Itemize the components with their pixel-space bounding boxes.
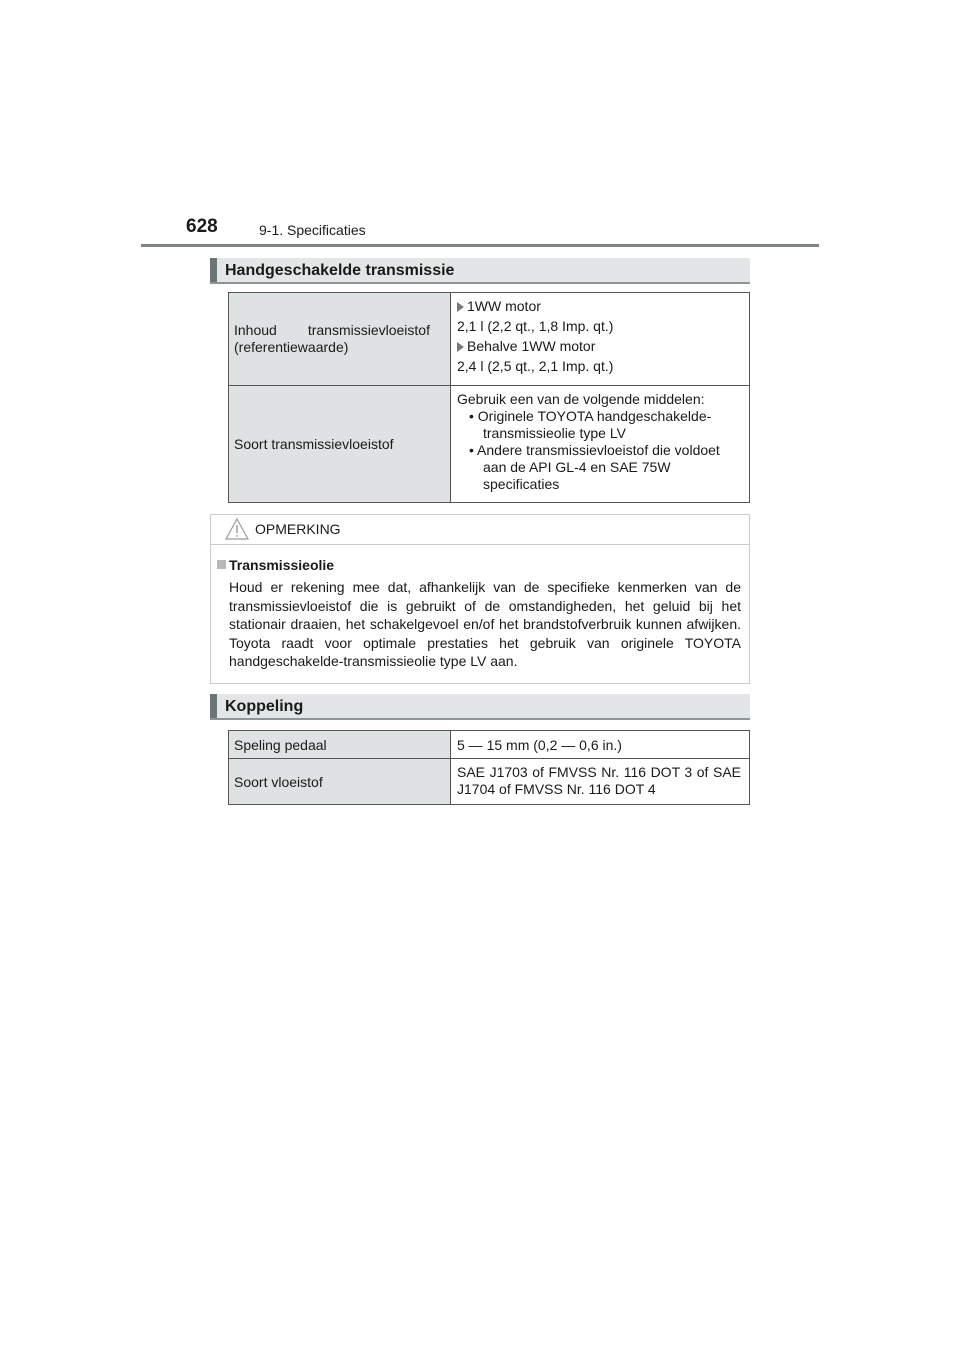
engine-label: 1WW motor (467, 298, 541, 314)
table-label-cell (229, 731, 451, 759)
triangle-arrow-icon (457, 342, 464, 352)
heading-bar (210, 694, 217, 718)
list-item-text: Andere transmissievloeistof die voldoet aan de API GL-4 en SAE 75W specificaties (477, 442, 720, 492)
table-value-cell (451, 293, 750, 386)
engine-variant (457, 296, 741, 316)
heading-text: Koppeling (225, 698, 304, 715)
table-row (229, 386, 750, 503)
table-row (229, 731, 750, 759)
table-label-cell (229, 293, 451, 386)
manual-transmission-table (228, 292, 750, 503)
table-value-cell (451, 386, 750, 503)
table-row (229, 293, 750, 386)
notice-body: Houd er rekening mee dat, afhankelijk van de specifieke kenmerken van de transmissievloeistof die is gebruikt of de omstandigheden, het geluid bij het stationair draaien, het schakelgevoel en/of het brandstofverbruik kunnen afwijken. Toyota raadt voor optimale prestaties het gebruik van originele TOYOTA handgeschakelde-transmissieolie type LV aan. (229, 579, 741, 669)
fluid-intro: Gebruik een van de volgende middelen: (457, 391, 705, 407)
notice-header (211, 515, 749, 545)
fluid-label: Soort vloeistof (234, 773, 323, 790)
capacity-value: 2,1 l (2,2 qt., 1,8 Imp. qt.) (457, 318, 614, 334)
heading-bar (210, 258, 217, 282)
engine-label: Behalve 1WW motor (467, 338, 596, 354)
fluid-type-label: Soort transmissievloeistof (234, 436, 394, 452)
engine-variant (457, 336, 741, 356)
triangle-arrow-icon (457, 302, 464, 312)
chapter-title: 9-1. Specificaties (259, 222, 366, 238)
capacity-label: Inhoud transmissievloeistof (referentiewaarde) (234, 322, 430, 355)
header-rule (141, 244, 819, 247)
clutch-table (228, 730, 750, 805)
table-row (229, 759, 750, 805)
capacity-value: 2,4 l (2,5 qt., 2,1 Imp. qt.) (457, 358, 614, 374)
table-label-cell (229, 386, 451, 503)
warning-triangle-icon (225, 518, 249, 540)
square-bullet-icon (217, 560, 226, 569)
notice-box (210, 514, 750, 684)
heading-text: Handgeschakelde transmissie (225, 262, 455, 279)
notice-title: Transmissieolie (229, 557, 335, 573)
notice-label: OPMERKING (255, 521, 341, 537)
table-label-cell (229, 759, 451, 805)
table-value-cell (451, 759, 750, 805)
list-item: • Originele TOYOTA handgeschakelde-transmissieolie type LV (469, 408, 712, 441)
table-value-cell (451, 731, 750, 759)
page-number: 628 (186, 216, 218, 237)
list-item-text: Originele TOYOTA handgeschakelde-transmissieolie type LV (477, 408, 712, 441)
section-heading-clutch (210, 694, 750, 720)
section-heading-manual-transmission (210, 258, 750, 284)
list-item: • Andere transmissievloeistof die voldoet aan de API GL-4 en SAE 75W specificaties (469, 442, 720, 492)
pedal-play-value: 5 — 15 mm (0,2 — 0,6 in.) (457, 736, 622, 753)
fluid-value: SAE J1703 of FMVSS Nr. 116 DOT 3 of SAE J1704 of FMVSS Nr. 116 DOT 4 (457, 764, 741, 797)
pedal-play-label: Speling pedaal (234, 736, 327, 753)
